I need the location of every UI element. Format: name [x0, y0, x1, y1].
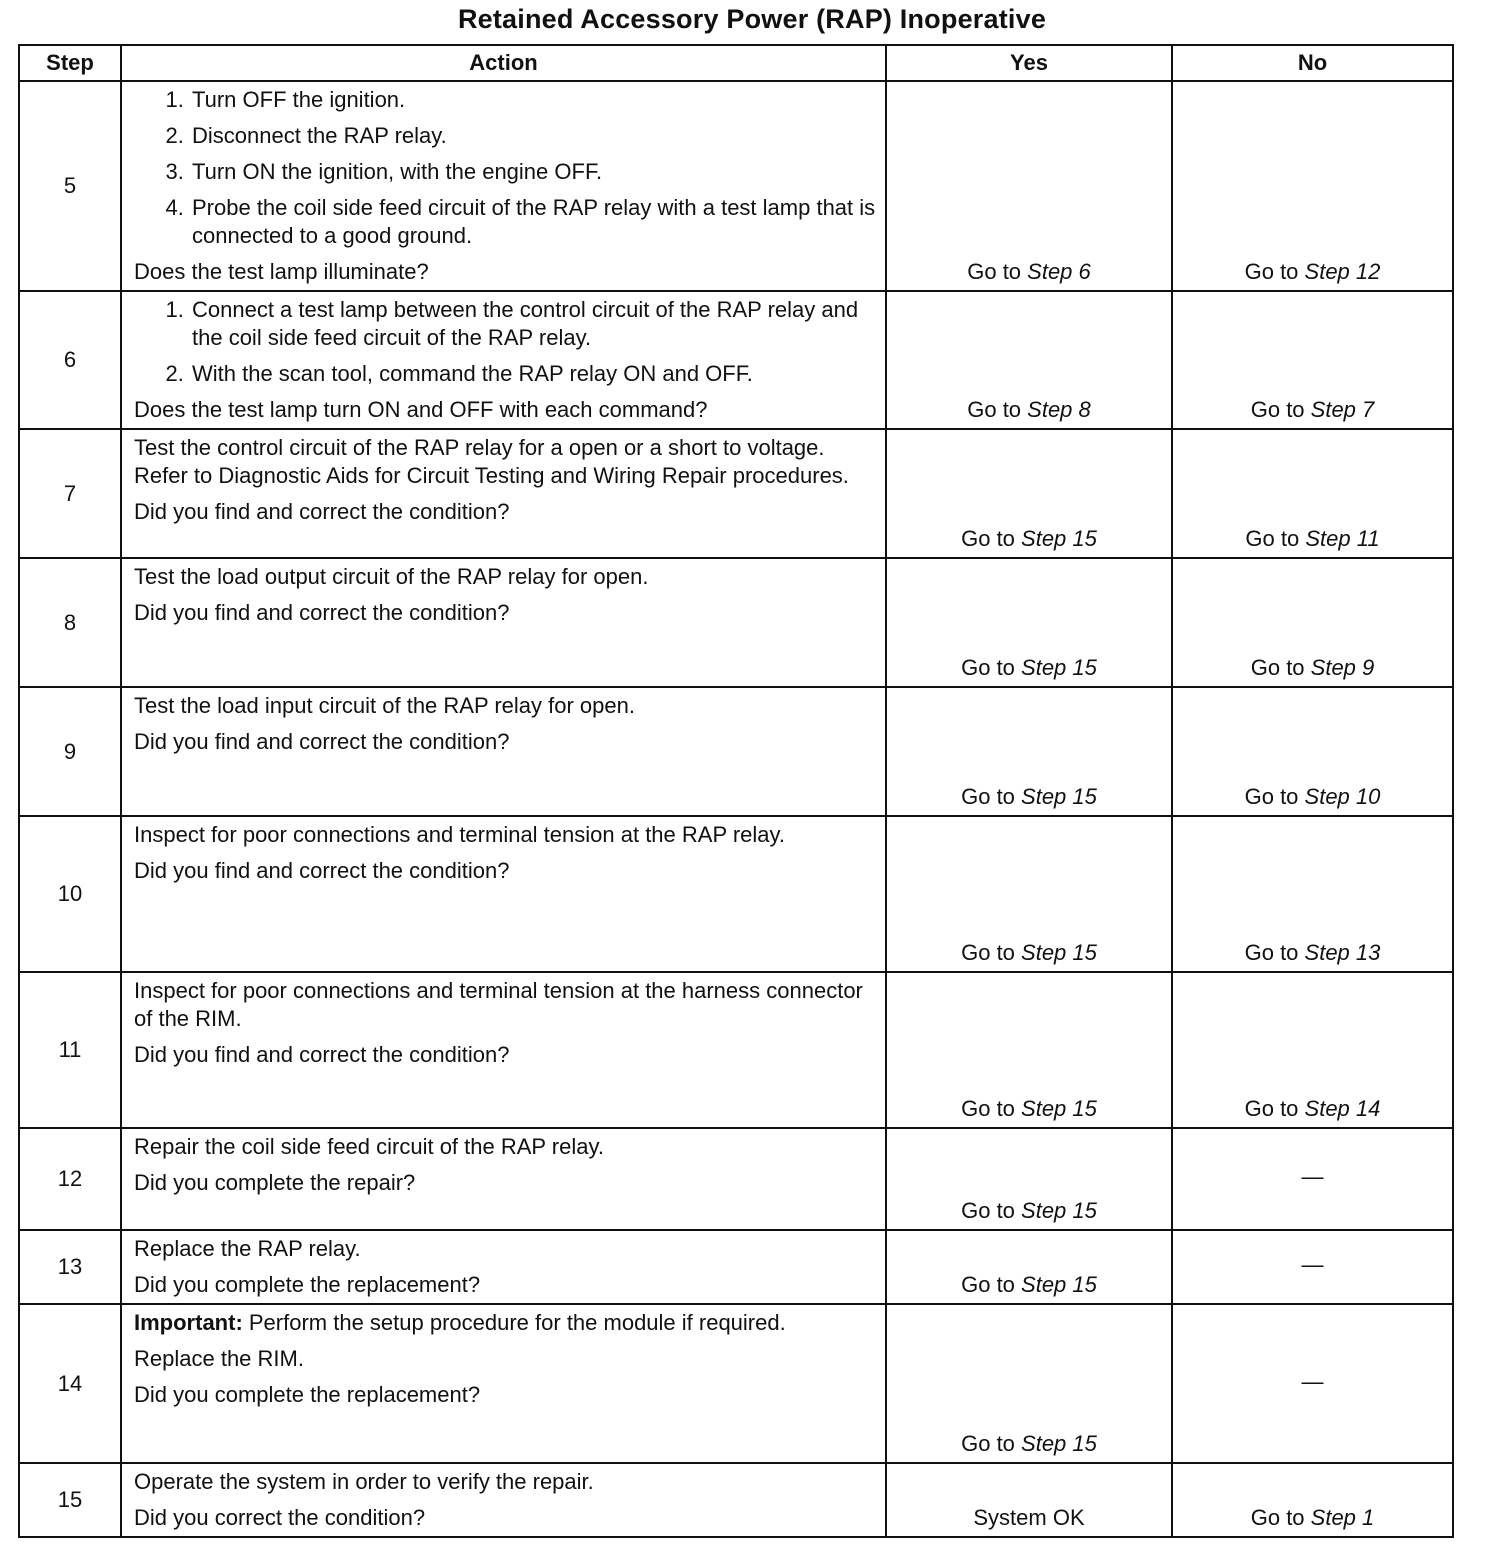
page-title: Retained Accessory Power (RAP) Inoperative — [457, 4, 1047, 34]
action-text: Replace the RAP relay. — [134, 1236, 361, 1261]
action-cell — [121, 1304, 886, 1463]
no-cell — [1172, 81, 1453, 291]
action-question: Did you find and correct the condition? — [134, 499, 510, 524]
action-cell — [121, 81, 886, 291]
no-cell — [1172, 687, 1453, 816]
goto-prefix: Go to — [967, 397, 1028, 422]
step-number: 9 — [19, 687, 121, 816]
table-row — [19, 1463, 1453, 1537]
action-question: Did you complete the replacement? — [134, 1272, 481, 1297]
yes-cell — [886, 972, 1172, 1128]
goto-step-link[interactable]: Step 14 — [1304, 1096, 1381, 1121]
step-number: 8 — [19, 558, 121, 687]
step-number: 13 — [19, 1230, 121, 1304]
goto-step-link[interactable]: Step 15 — [1021, 1272, 1097, 1297]
goto-step-link[interactable]: Step 11 — [1305, 526, 1380, 551]
action-question: Did you find and correct the condition? — [134, 858, 510, 883]
yes-cell — [886, 81, 1172, 291]
goto-prefix: Go to — [961, 526, 1022, 551]
no-cell — [1172, 291, 1453, 429]
action-text: Inspect for poor connections and terminal tension at the harness connector of the RIM. — [134, 978, 863, 1031]
goto-step-link[interactable]: Step 7 — [1310, 397, 1375, 422]
goto-prefix: Go to — [1244, 1096, 1305, 1121]
action-step: 2. Disconnect the RAP relay. — [190, 122, 877, 150]
goto-step-link[interactable]: Step 8 — [1027, 397, 1091, 422]
goto-prefix: Go to — [1250, 1505, 1311, 1530]
diagnostic-table — [18, 44, 1454, 1538]
table-row — [19, 1304, 1453, 1463]
goto-step-link[interactable]: Step 15 — [1021, 1096, 1097, 1121]
goto-prefix: Go to — [967, 259, 1028, 284]
yes-cell — [886, 687, 1172, 816]
action-text: Inspect for poor connections and terminal tension at the RAP relay. — [134, 822, 785, 847]
action-cell — [121, 972, 886, 1128]
header-action: Action — [121, 45, 886, 81]
table-row — [19, 1230, 1453, 1304]
action-text: Test the load input circuit of the RAP relay for open. — [134, 693, 635, 718]
yes-cell — [886, 1463, 1172, 1537]
no-cell — [1172, 1128, 1453, 1230]
table-row — [19, 429, 1453, 558]
table-row — [19, 816, 1453, 972]
action-step: 1. Turn OFF the ignition. — [190, 86, 877, 114]
yes-cell — [886, 558, 1172, 687]
goto-prefix: Go to — [1244, 784, 1305, 809]
table-row — [19, 291, 1453, 429]
goto-prefix: Go to — [1244, 259, 1305, 284]
action-step: 4. Probe the coil side feed circuit of the RAP relay with a test lamp that is connected to a good ground. — [190, 194, 877, 250]
goto-prefix: Go to — [961, 1431, 1022, 1456]
yes-cell — [886, 1128, 1172, 1230]
important-label: Important: — [134, 1310, 243, 1335]
header-yes: Yes — [886, 45, 1172, 81]
goto-prefix: Go to — [961, 1198, 1022, 1223]
no-cell — [1172, 816, 1453, 972]
goto-prefix: Go to — [961, 940, 1022, 965]
step-number: 5 — [19, 81, 121, 291]
step-number: 12 — [19, 1128, 121, 1230]
action-text: Repair the coil side feed circuit of the RAP relay. — [134, 1134, 604, 1159]
goto-prefix: Go to — [1250, 397, 1311, 422]
goto-prefix: Go to — [1245, 526, 1306, 551]
goto-step-link[interactable]: Step 15 — [1021, 526, 1097, 551]
action-question: Does the test lamp turn ON and OFF with each command? — [134, 397, 708, 422]
action-cell — [121, 1230, 886, 1304]
no-cell — [1172, 972, 1453, 1128]
goto-step-link[interactable]: Step 15 — [1021, 655, 1097, 680]
step-number: 11 — [19, 972, 121, 1128]
table-row — [19, 687, 1453, 816]
action-cell — [121, 291, 886, 429]
action-cell — [121, 687, 886, 816]
step-number: 7 — [19, 429, 121, 558]
goto-prefix: Go to — [961, 1272, 1022, 1297]
not-applicable-dash: — — [1301, 1164, 1324, 1189]
step-number: 6 — [19, 291, 121, 429]
no-cell — [1172, 1304, 1453, 1463]
yes-cell — [886, 816, 1172, 972]
goto-step-link[interactable]: Step 1 — [1310, 1505, 1375, 1530]
action-cell — [121, 558, 886, 687]
yes-cell — [886, 429, 1172, 558]
yes-cell — [886, 1230, 1172, 1304]
action-text: Test the load output circuit of the RAP relay for open. — [134, 564, 649, 589]
action-step: 2. With the scan tool, command the RAP relay ON and OFF. — [190, 360, 877, 388]
step-number: 14 — [19, 1304, 121, 1463]
goto-step-link[interactable]: Step 15 — [1021, 1198, 1097, 1223]
action-question: Did you find and correct the condition? — [134, 729, 510, 754]
goto-step-link[interactable]: Step 15 — [1021, 1431, 1097, 1456]
yes-cell — [886, 1304, 1172, 1463]
goto-step-link[interactable]: Step 10 — [1304, 784, 1381, 809]
goto-step-link[interactable]: Step 9 — [1310, 655, 1375, 680]
yes-cell — [886, 291, 1172, 429]
goto-prefix: Go to — [1244, 940, 1305, 965]
goto-step-link[interactable]: Step 15 — [1021, 940, 1097, 965]
goto-step-link[interactable]: Step 13 — [1304, 940, 1381, 965]
action-question: Did you complete the replacement? — [134, 1382, 481, 1407]
header-no: No — [1172, 45, 1453, 81]
action-step: 1. Connect a test lamp between the control circuit of the RAP relay and the coil side feed circuit of the RAP relay. — [190, 296, 877, 352]
header-step: Step — [19, 45, 121, 81]
action-text: Test the control circuit of the RAP relay for a open or a short to voltage. Refer to Diagnostic Aids for Circuit Testing and Wiring Repair procedures. — [134, 435, 849, 488]
table-row — [19, 81, 1453, 291]
action-text: Replace the RIM. — [134, 1346, 304, 1371]
result-text: System OK — [973, 1505, 1085, 1530]
goto-step-link[interactable]: Step 15 — [1021, 784, 1097, 809]
action-cell — [121, 1463, 886, 1537]
step-number: 10 — [19, 816, 121, 972]
action-steps — [134, 86, 877, 250]
goto-prefix: Go to — [1250, 655, 1311, 680]
action-question: Did you find and correct the condition? — [134, 600, 510, 625]
goto-prefix: Go to — [961, 655, 1022, 680]
not-applicable-dash: — — [1301, 1252, 1324, 1277]
important-text: Perform the setup procedure for the module if required. — [242, 1310, 786, 1335]
no-cell — [1172, 1230, 1453, 1304]
action-text: Operate the system in order to verify the repair. — [134, 1469, 594, 1494]
table-row — [19, 972, 1453, 1128]
action-question: Did you find and correct the condition? — [134, 1042, 510, 1067]
table-row — [19, 1128, 1453, 1230]
no-cell — [1172, 558, 1453, 687]
table-row — [19, 558, 1453, 687]
goto-prefix: Go to — [961, 784, 1022, 809]
goto-step-link[interactable]: Step 12 — [1304, 259, 1381, 284]
action-step: 3. Turn ON the ignition, with the engine OFF. — [190, 158, 877, 186]
no-cell — [1172, 429, 1453, 558]
header-row — [19, 45, 1453, 81]
no-cell — [1172, 1463, 1453, 1537]
action-question: Does the test lamp illuminate? — [134, 259, 429, 284]
goto-prefix: Go to — [961, 1096, 1022, 1121]
not-applicable-dash: — — [1301, 1368, 1324, 1394]
action-question: Did you complete the repair? — [134, 1170, 416, 1195]
action-cell — [121, 816, 886, 972]
action-question: Did you correct the condition? — [134, 1505, 426, 1530]
action-cell — [121, 429, 886, 558]
action-steps — [134, 296, 877, 388]
action-cell — [121, 1128, 886, 1230]
goto-step-link[interactable]: Step 6 — [1027, 259, 1091, 284]
step-number: 15 — [19, 1463, 121, 1537]
important-note — [134, 1309, 877, 1337]
